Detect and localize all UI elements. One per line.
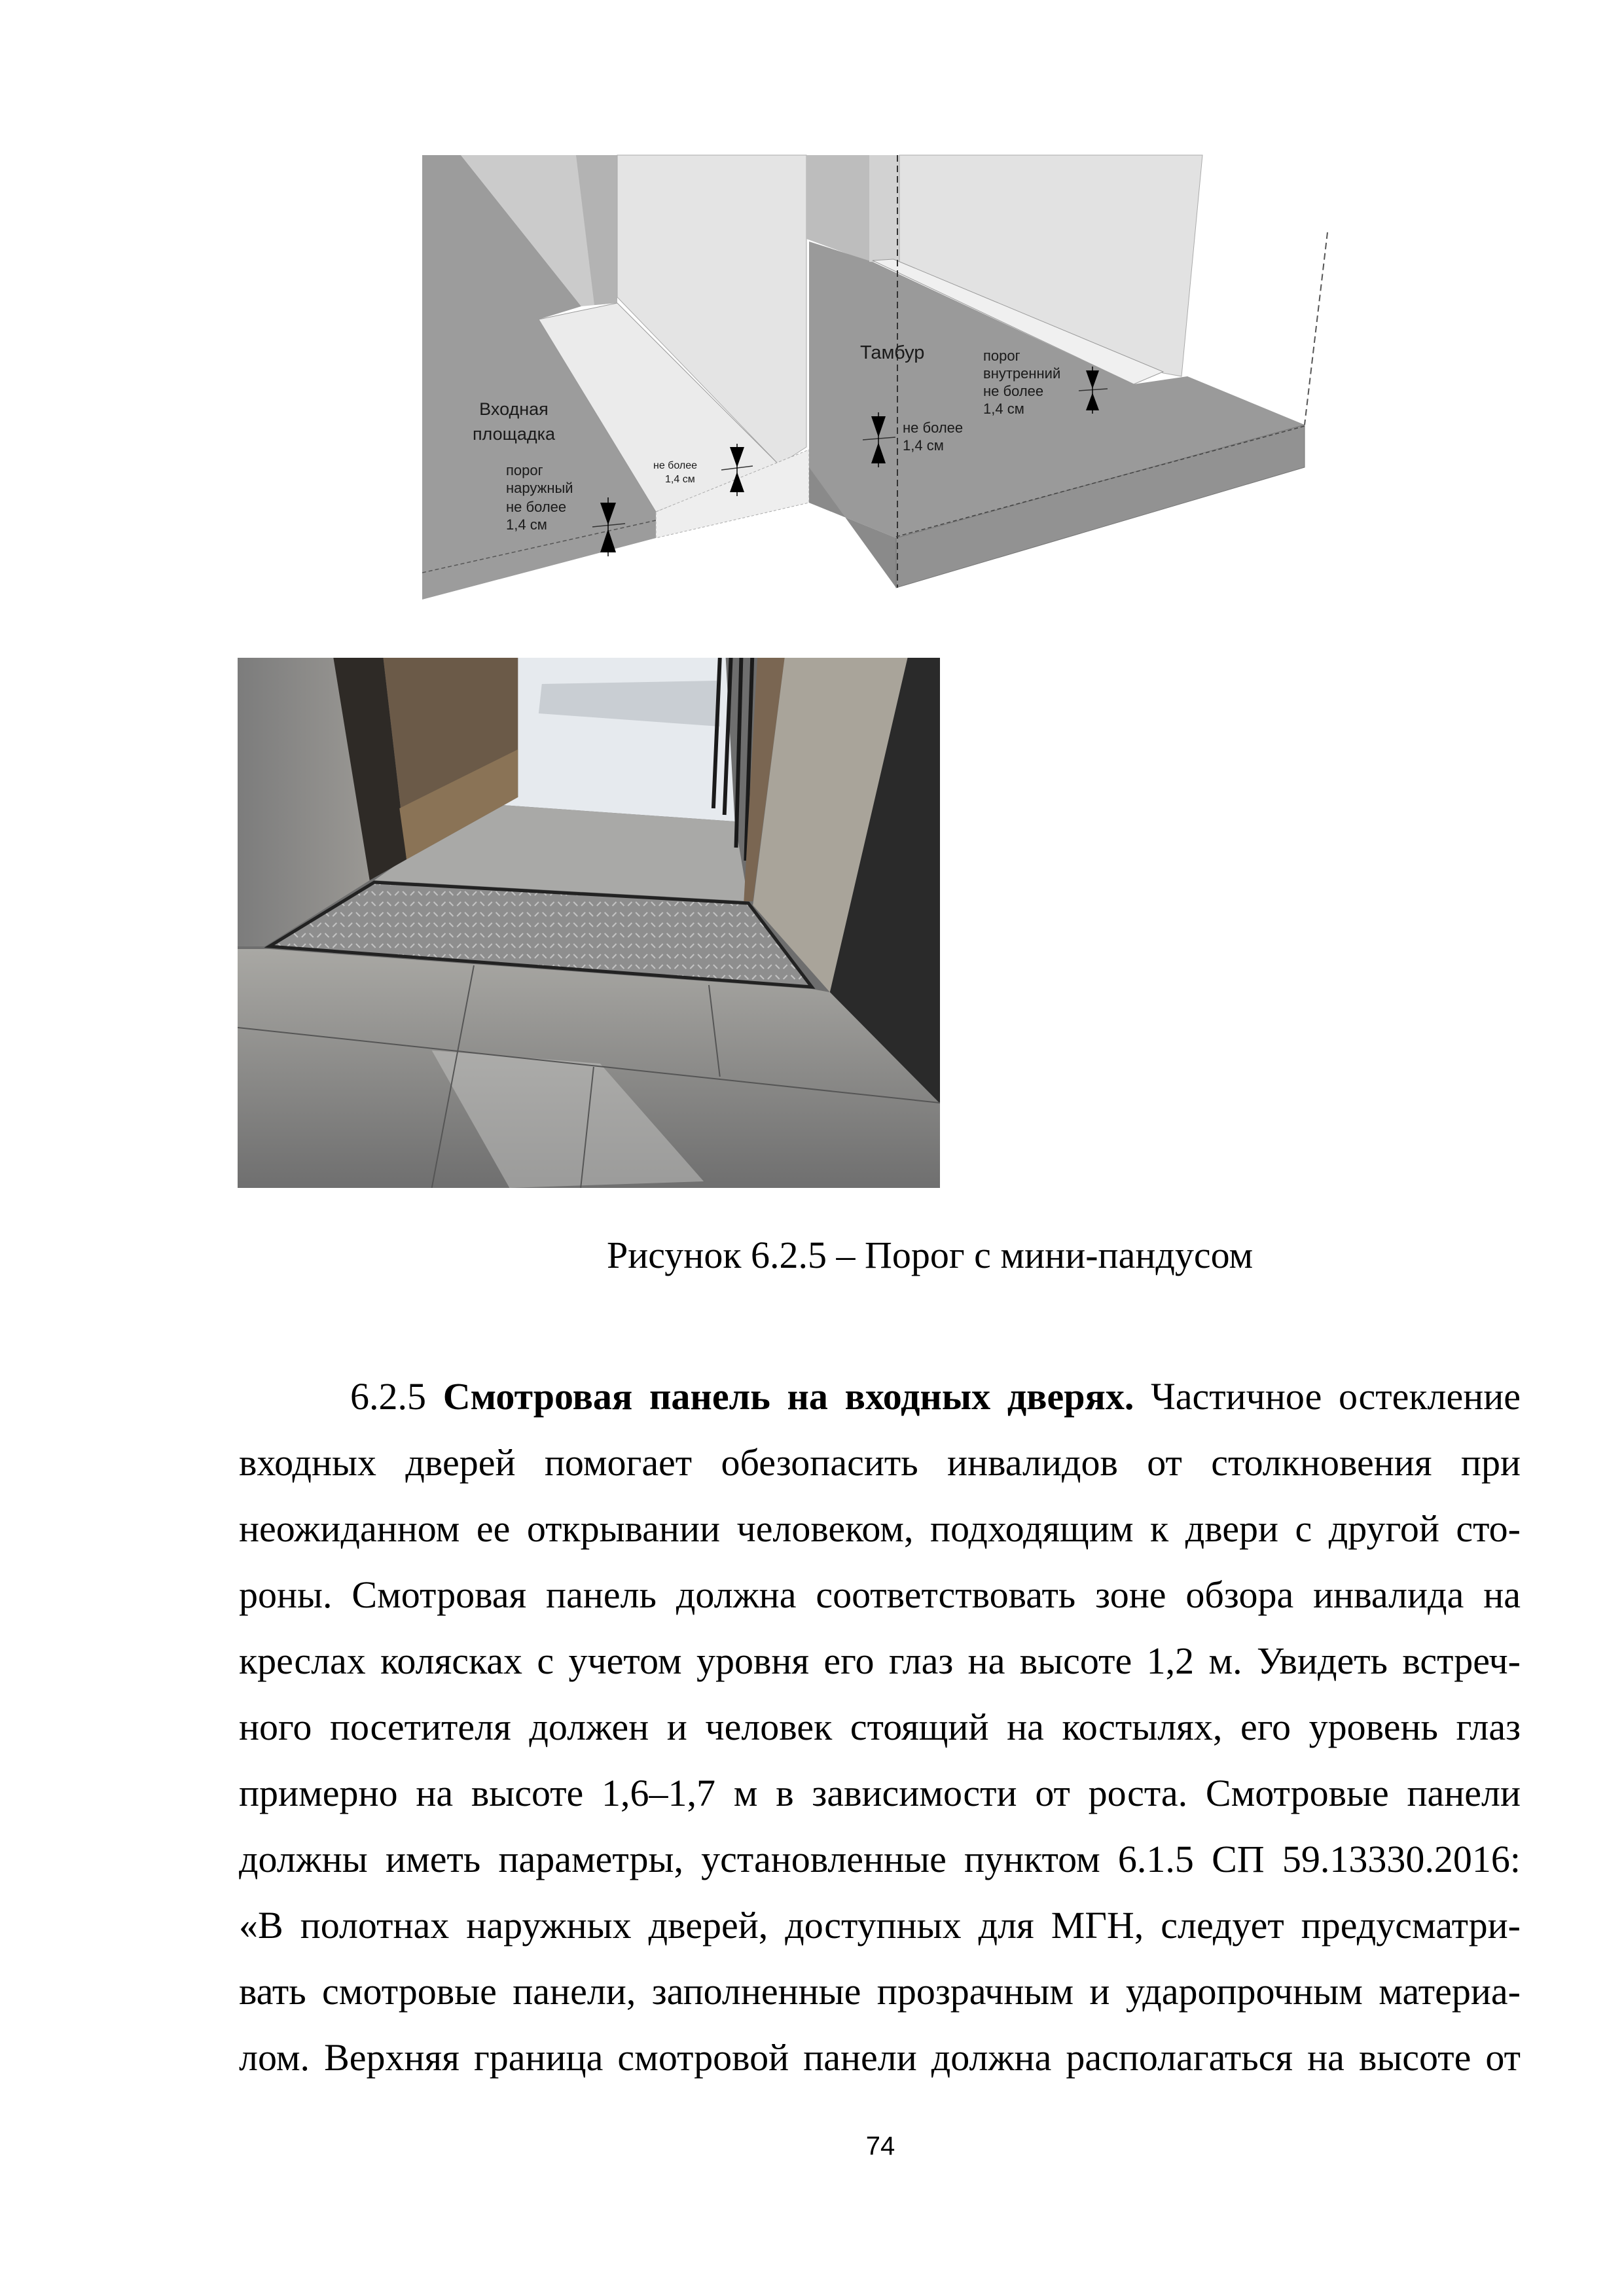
section-number: 6.2.5	[350, 1375, 426, 1418]
ramp-height-label: не более	[653, 460, 698, 471]
paragraph-line: примерно на высоте 1,6–1,7 м в зависимости от роста. Смотровые панели	[239, 1772, 1521, 1814]
figure-caption: Рисунок 6.2.5 – Порог с мини-пандусом	[607, 1234, 1254, 1276]
inner-threshold-label: не более	[983, 383, 1044, 399]
inner-door-jamb	[869, 155, 899, 263]
paragraph-line: лом. Верхняя граница смотровой панели должна располагаться на высоте от	[239, 2036, 1521, 2079]
paragraph-line: неожиданном ее открывании человеком, подходящим к двери с другой сто-	[239, 1507, 1521, 1550]
entrance-label: площадка	[472, 424, 556, 444]
paragraph-line: роны. Смотровая панель должна соответствовать зоне обзора инвалида на	[239, 1573, 1521, 1616]
paragraph-line: вать смотровые панели, заполненные прозрачным и ударопрочным материа-	[239, 1970, 1521, 2013]
outer-threshold-label: 1,4 см	[506, 516, 547, 533]
outer-threshold-label: наружный	[506, 480, 573, 496]
threshold-diagram	[419, 151, 1348, 602]
threshold-photo	[238, 658, 940, 1188]
inner-threshold-label: внутренний	[983, 365, 1061, 382]
page-number: 74	[865, 2132, 895, 2161]
section-heading: Смотровая панель на входных дверях.	[442, 1375, 1134, 1418]
paragraph-line: должны иметь параметры, установленные пунктом 6.1.5 СП 59.13330.2016:	[239, 1838, 1521, 1880]
outer-threshold-label: порог	[506, 462, 543, 478]
paragraph-line	[350, 1363, 1521, 1429]
inner-threshold-label: 1,4 см	[983, 401, 1024, 417]
step-height-label: 1,4 см	[903, 437, 944, 454]
dashed-line	[1305, 232, 1327, 425]
paragraph-line: креслах колясках с учетом уровня его глаз на высоте 1,2 м. Увидеть встреч-	[239, 1640, 1521, 1682]
inner-threshold-label: порог	[983, 348, 1020, 364]
outer-threshold-label: не более	[506, 499, 567, 515]
paragraph-line: ного посетителя должен и человек стоящий на костылях, его уровень глаз	[239, 1706, 1521, 1748]
vestibule-label: Тамбур	[860, 342, 925, 363]
step-height-label: не более	[903, 420, 964, 436]
paragraph-line: входных дверей помогает обезопасить инвалидов от столкновения при	[239, 1441, 1521, 1484]
paragraph-text: Частичное остекление	[1151, 1375, 1521, 1418]
ramp-height-label: 1,4 см	[665, 474, 695, 485]
entrance-label: Входная	[479, 399, 549, 419]
paragraph-line: «В полотнах наружных дверей, доступных для МГН, следует предусматри-	[239, 1904, 1521, 1946]
